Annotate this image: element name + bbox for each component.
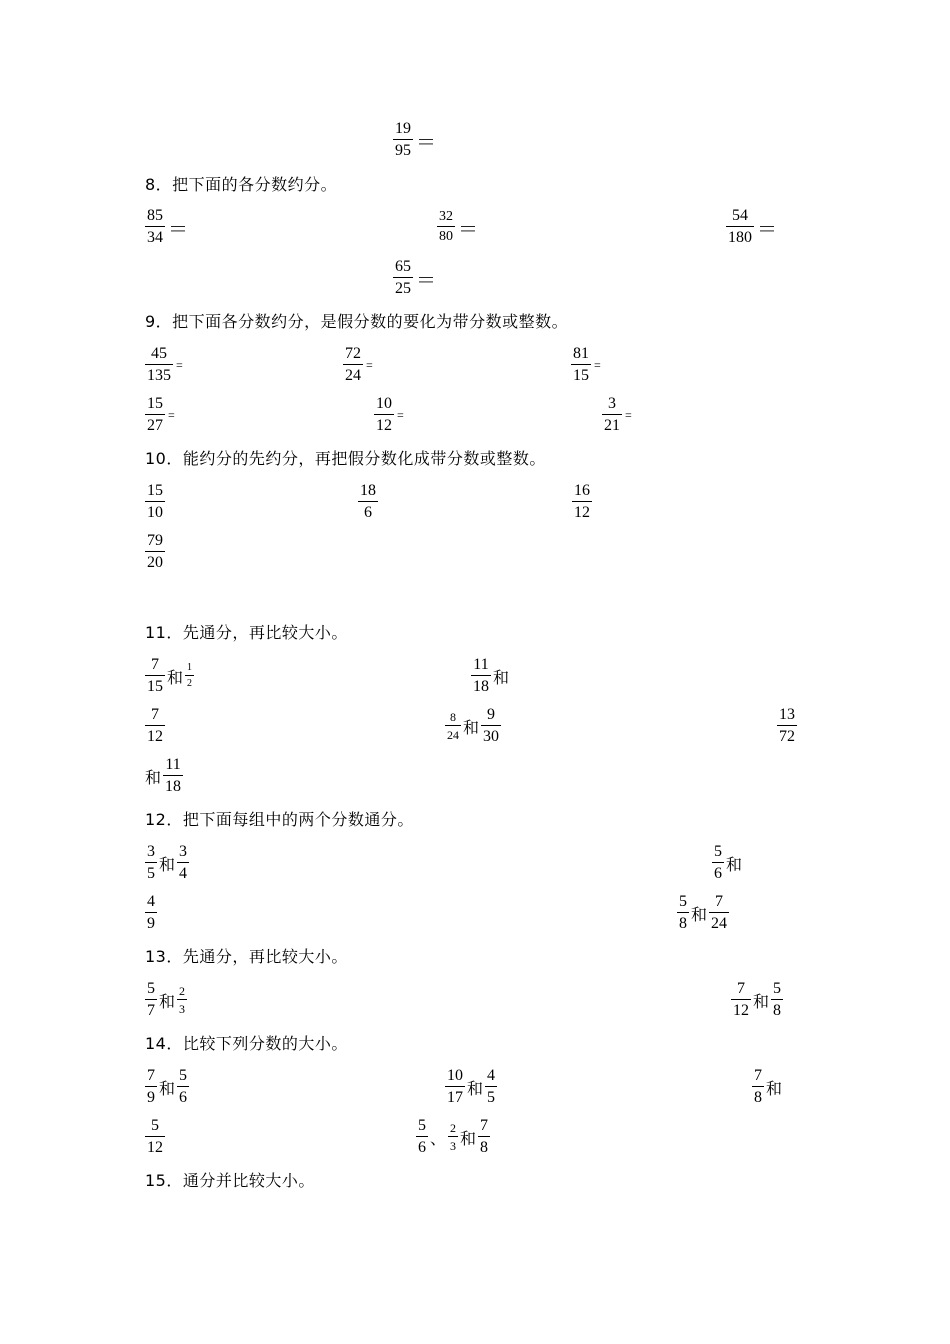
fraction: $\frac{7}{8}$	[480, 1117, 489, 1156]
fraction: $\frac{8}{24}$	[447, 710, 459, 742]
fraction: $\frac{5}{7}$	[147, 980, 155, 1019]
fraction: $\frac{7}{9}$	[147, 1067, 155, 1106]
question-8-title: 8．把下面的各分数约分。	[145, 175, 338, 194]
top-exercise	[393, 121, 436, 159]
separator: 、	[430, 1128, 447, 1148]
fraction: $\frac{5}{8}$	[679, 893, 687, 932]
fraction: $\frac{85}{34}$	[147, 207, 163, 246]
q13-item-2	[731, 981, 783, 1019]
q14-item-1	[145, 1068, 189, 1106]
fraction: $\frac{32}{80}$	[439, 209, 453, 244]
equals-sign: ＝	[168, 218, 188, 241]
fraction: $\frac{19}{95}$	[395, 120, 411, 159]
fraction: $\frac{15}{10}$	[147, 482, 163, 521]
q11-item-6	[145, 757, 183, 795]
equals-sign: =	[594, 357, 601, 372]
fraction: $\frac{10}{12}$	[376, 395, 392, 434]
fraction: $\frac{18}{6}$	[360, 482, 376, 521]
question-13-title: 13．先通分，再比较大小。	[145, 947, 348, 966]
fraction: $\frac{7}{12}$	[147, 706, 163, 745]
q12-item-2	[712, 844, 744, 882]
q8-item-1	[145, 208, 188, 246]
q14-item-2	[445, 1068, 497, 1106]
q10-item-4	[145, 533, 165, 571]
fraction: $\frac{79}{20}$	[147, 532, 163, 571]
fraction: $\frac{5}{6}$	[418, 1117, 426, 1156]
q11-item-4	[445, 707, 501, 745]
equals-sign: ＝	[757, 218, 777, 241]
q8-item-4	[393, 259, 436, 297]
and-word: 和	[159, 991, 176, 1011]
question-11-title: 11．先通分，再比较大小。	[145, 623, 348, 642]
equals-sign: ＝	[416, 131, 436, 154]
q10-item-2	[358, 483, 378, 521]
q11-item-3	[145, 707, 165, 745]
q12-item-4	[677, 894, 729, 932]
q14-item-5	[416, 1118, 490, 1156]
fraction: $\frac{45}{135}$	[147, 345, 171, 384]
fraction: $\frac{13}{72}$	[779, 706, 795, 745]
equals-sign: ＝	[416, 269, 436, 292]
q9-item-6	[602, 396, 632, 434]
q10-item-1	[145, 483, 165, 521]
and-word: 和	[766, 1078, 783, 1098]
q14-item-3	[752, 1068, 784, 1106]
fraction: $\frac{65}{25}$	[395, 258, 411, 297]
fraction: $\frac{3}{4}$	[179, 843, 188, 882]
question-10-title: 10．能约分的先约分，再把假分数化成带分数或整数。	[145, 449, 546, 468]
fraction: $\frac{7}{24}$	[711, 893, 728, 932]
q13-item-1	[145, 981, 187, 1019]
and-word: 和	[167, 667, 184, 687]
q10-item-3	[572, 483, 592, 521]
q12-item-3	[145, 894, 157, 932]
and-word: 和	[145, 767, 162, 787]
fraction: $\frac{54}{180}$	[728, 207, 752, 246]
and-word: 和	[159, 854, 176, 874]
equals-sign: =	[366, 357, 373, 372]
fraction: $\frac{4}{9}$	[147, 893, 155, 932]
q9-item-2	[343, 346, 373, 384]
and-word: 和	[753, 991, 770, 1011]
fraction: $\frac{7}{8}$	[754, 1067, 762, 1106]
q8-item-2	[437, 210, 478, 244]
q9-item-3	[571, 346, 601, 384]
fraction: $\frac{11}{18}$	[473, 656, 489, 695]
and-word: 和	[159, 1078, 176, 1098]
fraction: $\frac{3}{5}$	[147, 843, 155, 882]
fraction: $\frac{81}{15}$	[573, 345, 589, 384]
q8-item-3	[726, 208, 777, 246]
equals-sign: ＝	[458, 218, 478, 241]
fraction: $\frac{7}{15}$	[147, 656, 163, 695]
question-12-title: 12．把下面每组中的两个分数通分。	[145, 810, 414, 829]
fraction: $\frac{11}{18}$	[165, 756, 182, 795]
and-word: 和	[463, 717, 480, 737]
q9-item-1	[145, 346, 183, 384]
fraction: $\frac{1}{2}$	[187, 662, 193, 689]
fraction: $\frac{5}{8}$	[773, 980, 782, 1019]
and-word: 和	[493, 667, 510, 687]
q11-item-2	[471, 657, 511, 695]
question-14-title: 14．比较下列分数的大小。	[145, 1034, 348, 1053]
fraction: $\frac{10}{17}$	[447, 1067, 463, 1106]
q9-item-5	[374, 396, 404, 434]
fraction: $\frac{9}{30}$	[483, 706, 500, 745]
question-15-title: 15．通分并比较大小。	[145, 1171, 315, 1190]
and-word: 和	[726, 854, 743, 874]
q14-item-4	[145, 1118, 165, 1156]
equals-sign: =	[625, 407, 632, 422]
q11-item-1	[145, 657, 194, 695]
and-word: 和	[467, 1078, 484, 1098]
fraction: $\frac{3}{21}$	[604, 395, 620, 434]
and-word: 和	[691, 904, 708, 924]
fraction: $\frac{5}{6}$	[714, 843, 722, 882]
fraction: $\frac{7}{12}$	[733, 980, 749, 1019]
fraction: $\frac{5}{12}$	[147, 1117, 163, 1156]
q12-item-1	[145, 844, 189, 882]
fraction: $\frac{16}{12}$	[574, 482, 590, 521]
fraction: $\frac{2}{3}$	[179, 984, 186, 1016]
equals-sign: =	[176, 357, 183, 372]
equals-sign: =	[168, 407, 175, 422]
equals-sign: =	[397, 407, 404, 422]
fraction: $\frac{5}{6}$	[179, 1067, 188, 1106]
fraction: $\frac{72}{24}$	[345, 345, 361, 384]
question-9-title: 9．把下面各分数约分，是假分数的要化为带分数或整数。	[145, 312, 569, 331]
and-word: 和	[460, 1128, 477, 1148]
q11-item-5	[777, 707, 797, 745]
fraction: $\frac{4}{5}$	[487, 1067, 496, 1106]
fraction: $\frac{2}{3}$	[450, 1121, 457, 1153]
fraction: $\frac{15}{27}$	[147, 395, 163, 434]
q9-item-4	[145, 396, 175, 434]
